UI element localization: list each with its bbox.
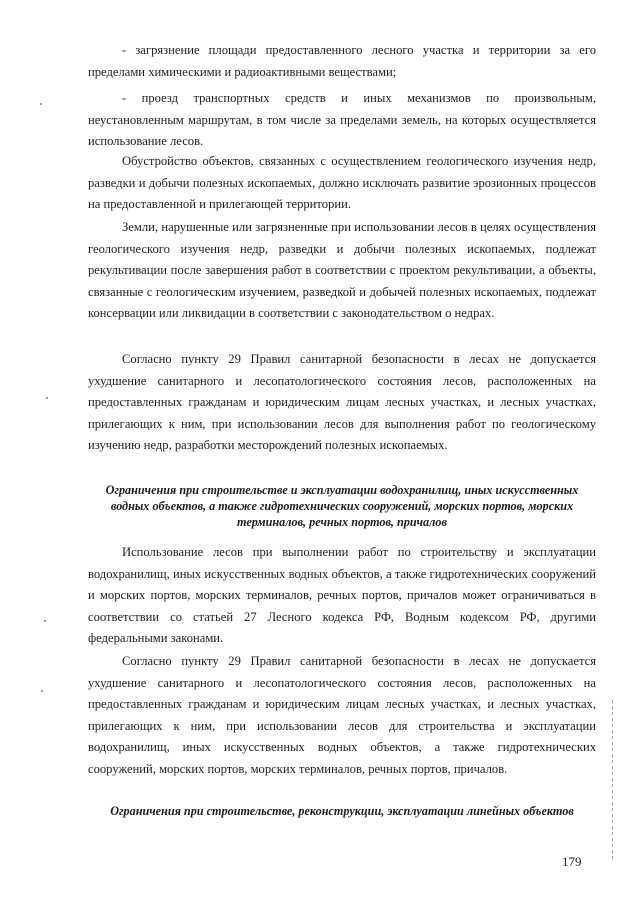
list-item-vehicle-passage: - проезд транспортных средств и иных механизмов по произвольным, неустановленным маршрутам, в том числе за пределами земель, на которых осуществляется использование лесов. [88, 91, 596, 149]
paragraph-sanitary-rules-1: Согласно пункту 29 Правил санитарной безопасности в лесах не допускается ухудшение санитарного и лесопатологического состояния лесов, расположенных на предоставленных гражданам и юридическим лицам лесных участках, и лесных участках, прилегающих к ним, при использовании лесов для выполнения работ по геологическому изучению недр, разработки месторождений полезных ископаемых. [88, 352, 596, 453]
section-heading-reservoirs: Ограничения при строительстве и эксплуатации водохранилищ, иных искусственных водных объектов, а также гидротехнических сооружений, морских портов, морских терминалов, речных портов, причалов [105, 483, 579, 529]
list-item-pollution: - загрязнение площади предоставленного лесного участка и территории за его пределами химическими и радиоактивными веществами; [88, 43, 596, 79]
scan-speck [41, 690, 43, 692]
page-number: 179 [562, 854, 582, 869]
section-heading-linear-objects: Ограничения при строительстве, реконструкции, эксплуатации линейных объектов [110, 804, 574, 818]
scan-speck [44, 620, 46, 622]
scan-speck [46, 397, 48, 399]
paragraph-sanitary-rules-2: Согласно пункту 29 Правил санитарной безопасности в лесах не допускается ухудшение санитарного и лесопатологического состояния лесов, расположенных на предоставленных гражданам и юридическим лицам лесных участках, и лесных участках, прилегающих к ним, при использовании лесов для строительства и эксплуатации водохранилищ, иных искусственных водных объектов, а также гидротехнических сооружений, морских портов, морских терминалов, речных портов, причалов. [88, 654, 596, 776]
paragraph-facilities: Обустройство объектов, связанных с осуществлением геологического изучения недр, разведки и добычи полезных ископаемых, должно исключать развитие эрозионных процессов на предоставленной и прилегающей территории. [88, 154, 596, 212]
scan-speck [40, 103, 42, 105]
paragraph-reclamation: Земли, нарушенные или загрязненные при использовании лесов в целях осуществления геологического изучения недр, разведки и добычи полезных ископаемых, подлежат рекультивации после завершения работ в соответствии с проектом рекультивации, а объекты, связанные с геологическим изучением, разведкой и добычей полезных ископаемых, подлежат консервации или ликвидации в соответствии с законодательством о недрах. [88, 220, 596, 321]
scan-edge-mark [612, 700, 613, 860]
paragraph-reservoir-use: Использование лесов при выполнении работ по строительству и эксплуатации водохранилищ, иных искусственных водных объектов, а также гидротехнических сооружений и морских портов, морских терминалов, речных портов, причалов может ограничиваться в соответствии со статьей 27 Лесного кодекса РФ, Водным кодексом РФ, другими федеральными законами. [88, 545, 596, 646]
